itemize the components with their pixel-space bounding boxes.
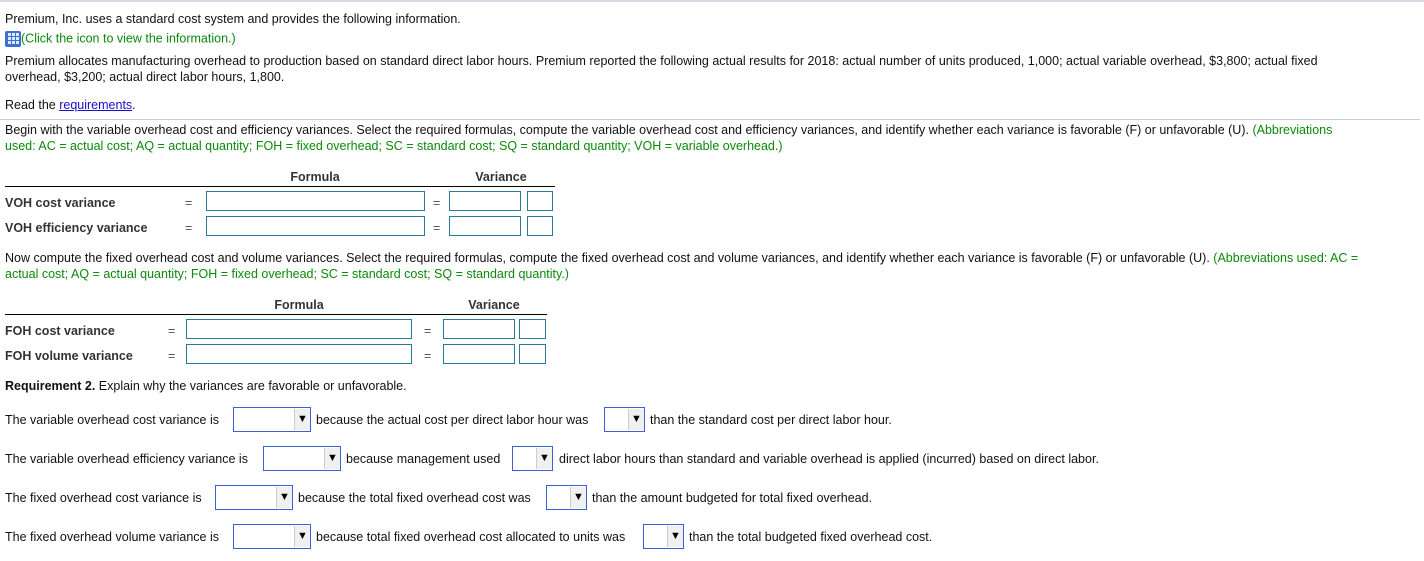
dropdown-arrow-icon: ▼ bbox=[628, 409, 644, 430]
sentence-text: than the standard cost per direct labor hour. bbox=[650, 413, 892, 427]
equals-sign: = bbox=[424, 349, 432, 363]
separator bbox=[0, 119, 1420, 120]
dropdown-arrow-icon: ▼ bbox=[294, 526, 310, 547]
table-icon[interactable] bbox=[5, 31, 21, 47]
requirement-2-heading: Requirement 2. Explain why the variances are favorable or unfavorable. bbox=[5, 379, 407, 393]
foh-volume-variance-input[interactable] bbox=[443, 344, 515, 364]
requirements-link[interactable]: requirements bbox=[59, 98, 133, 112]
part1-instructions: Begin with the variable overhead cost and efficiency variances. Select the required formulas, compute the variable overhead cost and efficiency variances, and identify whether each variance is favorable (F) or unfavorable (U). (Abbreviations bbox=[5, 123, 1333, 137]
foh-volume-fu-input[interactable] bbox=[519, 344, 546, 364]
equals-sign: = bbox=[168, 349, 176, 363]
sentence-text: than the total budgeted fixed overhead cost. bbox=[689, 530, 933, 544]
part2-abbreviations: actual cost; AQ = actual quantity; FOH = fixed overhead; SC = standard cost; SQ = standard quantity.) bbox=[5, 267, 569, 281]
sentence-text: because the actual cost per direct labor hour was bbox=[316, 413, 589, 427]
equals-sign: = bbox=[185, 196, 193, 210]
sentence-text: because the total fixed overhead cost was bbox=[298, 491, 531, 505]
foh-volume-formula-input[interactable] bbox=[186, 344, 412, 364]
part2-instructions: Now compute the fixed overhead cost and volume variances. Select the required formulas, compute the fixed overhead cost and volume variances, and identify whether each variance is favorable (F) or unfavorable (U). (Abbreviations used: AC = bbox=[5, 251, 1359, 265]
header-rule bbox=[5, 314, 547, 315]
formula-header: Formula bbox=[274, 298, 324, 312]
info-link[interactable]: (Click the icon to view the information.) bbox=[21, 31, 236, 46]
voh-efficiency-fu-dropdown[interactable] bbox=[263, 446, 341, 471]
foh-cost-fu-dropdown[interactable] bbox=[215, 485, 293, 510]
problem-paragraph: Premium allocates manufacturing overhead to production based on standard direct labor hours. Premium reported the following actual results for 2018: actual number of units produced, 1,000; actual variable overhead, $3,800; actual fixed bbox=[5, 54, 1318, 68]
sentence-text: because total fixed overhead cost allocated to units was bbox=[316, 530, 626, 544]
voh-cost-label: VOH cost variance bbox=[5, 196, 116, 210]
dropdown-arrow-icon: ▼ bbox=[294, 409, 310, 430]
sentence-text: direct labor hours than standard and variable overhead is applied (incurred) based on direct labor. bbox=[559, 452, 1099, 466]
equals-sign: = bbox=[433, 196, 441, 210]
voh-cost-formula-input[interactable] bbox=[206, 191, 425, 211]
foh-cost-fu-input[interactable] bbox=[519, 319, 546, 339]
voh-cost-fu-dropdown[interactable] bbox=[233, 407, 311, 432]
part1-abbreviations: used: AC = actual cost; AQ = actual quantity; FOH = fixed overhead; SC = standard cost; SQ = standard quantity; VOH = variable overhead.) bbox=[5, 139, 783, 153]
dropdown-arrow-icon: ▼ bbox=[570, 487, 586, 508]
problem-paragraph-2: overhead, $3,200; actual direct labor hours, 1,800. bbox=[5, 70, 285, 84]
sentence-text: The fixed overhead volume variance is bbox=[5, 530, 220, 544]
variance-header: Variance bbox=[468, 298, 520, 312]
foh-cost-label: FOH cost variance bbox=[5, 324, 115, 338]
voh-cost-comparison-dropdown[interactable] bbox=[604, 407, 645, 432]
sentence-text: because management used bbox=[346, 452, 501, 466]
dropdown-arrow-icon: ▼ bbox=[536, 448, 552, 469]
read-requirements: Read the requirements. bbox=[5, 98, 136, 112]
dropdown-arrow-icon: ▼ bbox=[667, 526, 683, 547]
header-rule bbox=[5, 186, 555, 187]
dropdown-arrow-icon: ▼ bbox=[276, 487, 292, 508]
sentence-text: than the amount budgeted for total fixed overhead. bbox=[592, 491, 873, 505]
foh-volume-label: FOH volume variance bbox=[5, 349, 133, 363]
info-link-row[interactable] bbox=[5, 31, 236, 47]
variance-header: Variance bbox=[475, 170, 527, 184]
voh-cost-variance-input[interactable] bbox=[449, 191, 521, 211]
foh-cost-variance-input[interactable] bbox=[443, 319, 515, 339]
sentence-text: The variable overhead efficiency variance is bbox=[5, 452, 248, 466]
voh-efficiency-label: VOH efficiency variance bbox=[5, 221, 148, 235]
equals-sign: = bbox=[433, 221, 441, 235]
sentence-text: The variable overhead cost variance is bbox=[5, 413, 220, 427]
formula-header: Formula bbox=[290, 170, 340, 184]
intro-text: Premium, Inc. uses a standard cost system and provides the following information. bbox=[5, 12, 461, 26]
voh-efficiency-comparison-dropdown[interactable] bbox=[512, 446, 553, 471]
foh-volume-fu-dropdown[interactable] bbox=[233, 524, 311, 549]
voh-cost-fu-input[interactable] bbox=[527, 191, 553, 211]
foh-volume-comparison-dropdown[interactable] bbox=[643, 524, 684, 549]
voh-efficiency-fu-input[interactable] bbox=[527, 216, 553, 236]
equals-sign: = bbox=[424, 324, 432, 338]
equals-sign: = bbox=[185, 221, 193, 235]
voh-efficiency-variance-input[interactable] bbox=[449, 216, 521, 236]
sentence-text: The fixed overhead cost variance is bbox=[5, 491, 202, 505]
top-border bbox=[0, 0, 1424, 2]
voh-efficiency-formula-input[interactable] bbox=[206, 216, 425, 236]
foh-cost-comparison-dropdown[interactable] bbox=[546, 485, 587, 510]
equals-sign: = bbox=[168, 324, 176, 338]
foh-cost-formula-input[interactable] bbox=[186, 319, 412, 339]
dropdown-arrow-icon: ▼ bbox=[324, 448, 340, 469]
